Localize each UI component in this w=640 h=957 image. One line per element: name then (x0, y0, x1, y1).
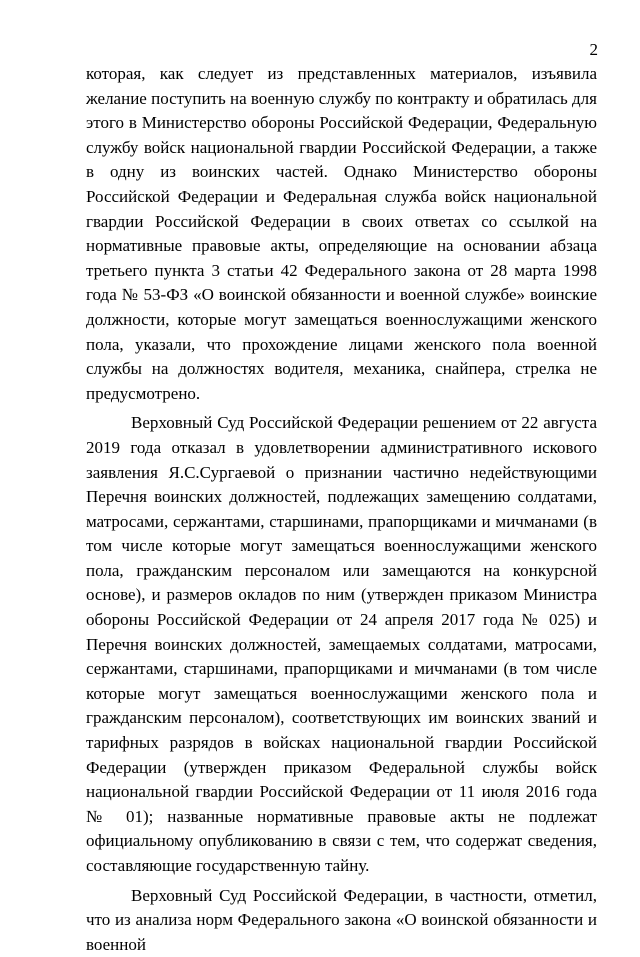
paragraph-court-decision: Верховный Суд Российской Федерации решением от 22 августа 2019 года отказал в удовлетворении административного искового заявления Я.С.Сургаевой о признании частично недействующими Перечня воинских должностей, подлежащих замещению солдатами, матросами, сержантами, старшинами, прапорщиками и мичманами (в том числе которые могут замещаться военнослужащими женского пола, гражданским персоналом или замещаются на конкурсной основе), и размеров окладов по ним (утвержден приказом Министра обороны Российской Федерации от 24 апреля 2017 года № 025) и Перечня воинских должностей, замещаемых солдатами, матросами, сержантами, старшинами, прапорщиками и мичманами (в том числе которые могут замещаться военнослужащими женского пола и гражданским персоналом), соответствующих им воинских званий и тарифных разрядов в войсках национальной гвардии Российской Федерации (утвержден приказом Федеральной службы войск национальной гвардии Российской Федерации от 11 июля 2016 года № 01); названные нормативные правовые акты не подлежат официальному опубликованию в связи с тем, что содержат сведения, составляющие государственную тайну. (86, 413, 597, 875)
page-number: 2 (589, 40, 598, 59)
document-body (86, 62, 597, 957)
paragraph-continuation: которая, как следует из представленных материалов, изъявила желание поступить на военную службу по контракту и обратилась для этого в Министерство обороны Российской Федерации, Федеральную службу войск национальной гвардии Российской Федерации, а также в одну из воинских частей. Однако Министерство обороны Российской Федерации и Федеральная служба войск национальной гвардии Российской Федерации в своих ответах со ссылкой на нормативные правовые акты, определяющие на основании абзаца третьего пункта 3 статьи 42 Федерального закона от 28 марта 1998 года № 53-ФЗ «О воинской обязанности и военной службе» воинские должности, которые могут замещаться военнослужащими женского пола, указали, что прохождение лицами женского пола военной службы на должностях водителя, механика, снайпера, стрелка не предусмотрено. (86, 64, 597, 403)
paragraph-court-notes: Верховный Суд Российской Федерации, в частности, отметил, что из анализа норм Федерального закона «О воинской обязанности и военной (86, 885, 597, 954)
